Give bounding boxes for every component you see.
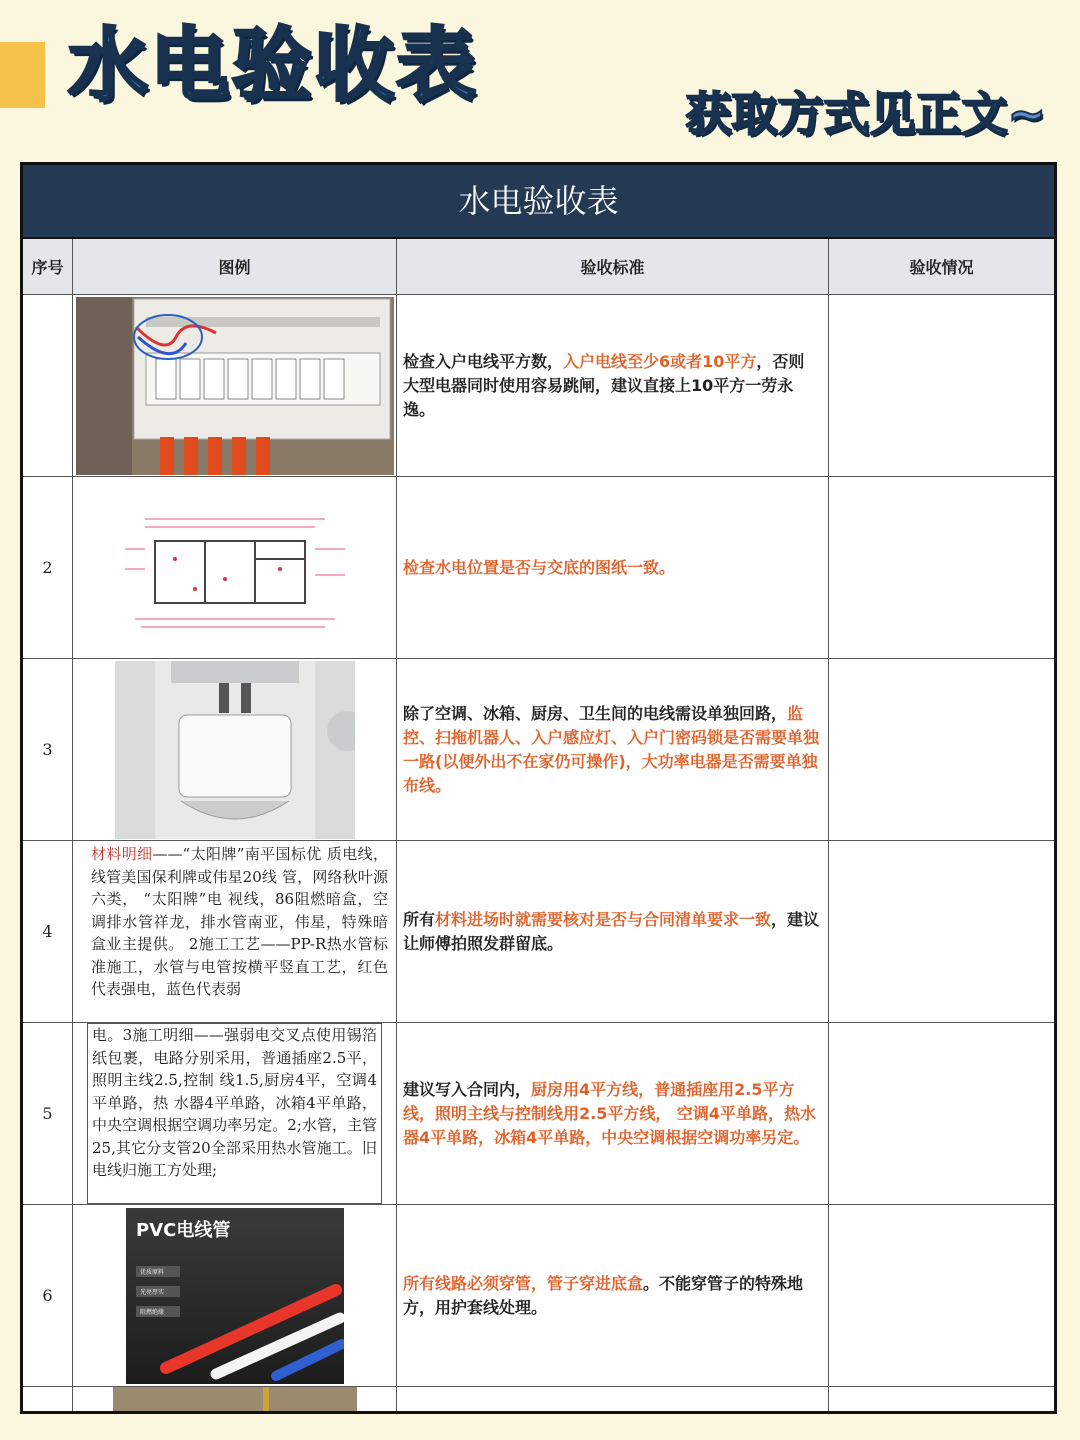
row-number: 5 <box>23 1023 73 1205</box>
row-standard <box>397 1205 829 1387</box>
row-status[interactable] <box>829 295 1054 477</box>
row-figure <box>73 1387 397 1414</box>
standard-text: 。不能穿管子的特殊地方，用护套线处理。 <box>403 1273 804 1317</box>
standard-highlight: 监控、扫拖机器人、入户感应灯、入户门密码锁是否需要单独一路(以便外出不在家仍可操作)，大功率电器是否需要单独布线。 <box>403 703 820 795</box>
material-details-text <box>73 841 396 1001</box>
standard-text: 检查入户电线平方数， <box>403 351 564 371</box>
standard-text: 除了空调、冰箱、厨房、卫生间的电线需设单独回路， <box>403 703 788 723</box>
material-details-body: ——“太阳牌”南平国标优 质电线，线管美国保利牌或伟星20线 管，网络秋叶源六类， “太阳牌”电 视线，86阻燃暗盒，空调排水管祥龙，排水管南亚，伟星，特殊暗盒业主提供。 2施工工艺——PP-R热水管标准施工，水管与电管按横平竖直工艺，红色代表强电，蓝色代表弱 <box>91 845 388 998</box>
floor-plan-image <box>85 479 385 657</box>
row-number <box>23 295 73 477</box>
pvc-ad-tag: 阻燃绝缘 <box>139 1308 164 1316</box>
pvc-ad-tag: 优质原料 <box>139 1268 164 1276</box>
row-figure <box>73 1205 397 1387</box>
row-status[interactable] <box>829 1023 1054 1205</box>
standard-highlight: 检查水电位置是否与交底的图纸一致。 <box>403 557 676 577</box>
material-details-label: 材料明细 <box>91 845 153 863</box>
standard-highlight: 厨房用4平方线，普通插座用2.5平方线，照明主线与控制线用2.5平方线， 空调4平单路，热水器4平单路，冰箱4平单路，中央空调根据空调功率另定。 <box>403 1079 817 1147</box>
row-number: 3 <box>23 659 73 841</box>
row-figure <box>73 1023 397 1205</box>
row-number: 4 <box>23 841 73 1023</box>
row-status[interactable] <box>829 659 1054 841</box>
water-heater-image <box>115 661 355 839</box>
row-figure <box>73 659 397 841</box>
row-status[interactable] <box>829 841 1054 1023</box>
row-figure <box>73 295 397 477</box>
electrical-panel-image <box>76 297 394 475</box>
col-header-status: 验收情况 <box>829 239 1054 295</box>
col-header-figure: 图例 <box>73 239 397 295</box>
standard-text: ，建议让师傅拍照发群留底。 <box>403 909 820 953</box>
pvc-conduit-image <box>126 1208 344 1384</box>
row-standard <box>397 659 829 841</box>
standard-text: 建议写入合同内， <box>403 1079 532 1099</box>
row-status[interactable] <box>829 1387 1054 1414</box>
row-standard <box>397 1023 829 1205</box>
standard-text: 所有 <box>403 909 436 929</box>
standard-highlight: 所有线路必须穿管，管子穿进底盒 <box>403 1273 644 1293</box>
row-standard <box>397 477 829 659</box>
title-accent-bar <box>0 42 45 108</box>
row-figure <box>73 841 397 1023</box>
row-status[interactable] <box>829 477 1054 659</box>
col-header-standard: 验收标准 <box>397 239 829 295</box>
acceptance-sheet <box>20 162 1057 1414</box>
acceptance-table <box>23 239 1054 1414</box>
row-number: 6 <box>23 1205 73 1387</box>
row-status[interactable] <box>829 1205 1054 1387</box>
pvc-ad-tag: 光亮厚实 <box>139 1288 164 1296</box>
page-title: 水电验收表 <box>68 19 478 112</box>
row-number: 2 <box>23 477 73 659</box>
standard-highlight: 材料进场时就需要核对是否与合同清单要求一致 <box>435 909 772 929</box>
page-subtitle: 获取方式见正文~ <box>685 87 1046 141</box>
pvc-ad-title: PVC电线管 <box>135 1219 230 1241</box>
row-figure <box>73 477 397 659</box>
row-standard <box>397 841 829 1023</box>
standard-highlight: 入户电线至少6或者10平方 <box>563 351 757 371</box>
row-standard <box>397 295 829 477</box>
col-header-num: 序号 <box>23 239 73 295</box>
sheet-title: 水电验收表 <box>23 165 1054 239</box>
row-standard <box>397 1387 829 1414</box>
row-number <box>23 1387 73 1414</box>
standard-text: ，否则大型电器同时使用容易跳闸，建议直接上10平方一劳永逸。 <box>403 351 805 419</box>
partial-photo-image <box>113 1387 357 1414</box>
construction-details-text: 电。3施工明细——强弱电交叉点使用锡箔纸包裹，电路分别采用，普通插座2.5平，照明主线2.5,控制 线1.5,厨房4平，空调4平单路，热 水器4平单路，冰箱4平单路，中央空调根据空调功率另定。2;水管，主管25,其它分支管20全部采用热水管施工。旧电线归施工方处理; <box>87 1023 382 1204</box>
